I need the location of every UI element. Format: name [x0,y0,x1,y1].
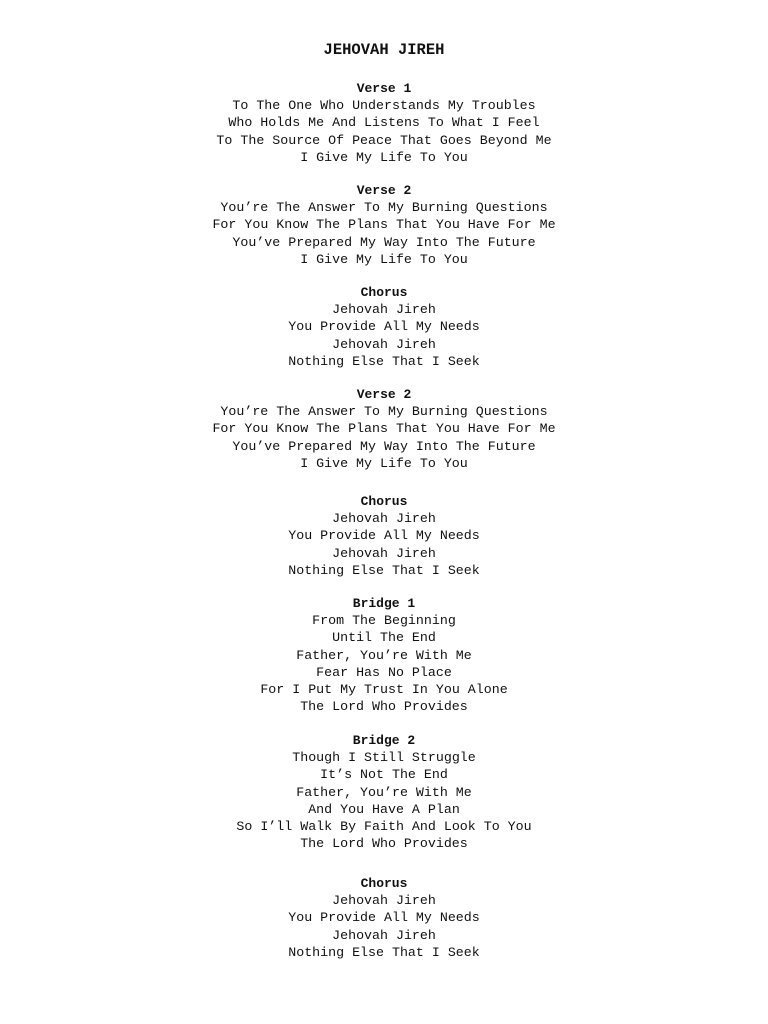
section-chorus-3 [0,875,768,961]
lyric-line: I Give My Life To You [300,251,468,267]
lyric-line: The Lord Who Provides [300,836,468,852]
lyric-line: For I Put My Trust In You Alone [260,682,508,698]
lyric-line: You’ve Prepared My Way Into The Future [232,438,536,454]
section-chorus-2 [0,493,768,579]
section-bridge-1 [0,595,768,716]
lyric-line: Nothing Else That I Seek [288,944,480,960]
lyric-line: Until The End [332,630,436,646]
section-heading: Chorus [360,876,408,891]
section-heading: Bridge 2 [352,733,416,748]
lyric-line: I Give My Life To You [300,455,468,471]
lyric-line: It’s Not The End [320,767,448,783]
lyric-line: You Provide All My Needs [288,910,480,926]
lyric-line: Who Holds Me And Listens To What I Feel [228,115,540,131]
section-heading: Verse 2 [356,387,412,402]
section-heading: Verse 1 [356,81,412,96]
section-chorus-1 [0,284,768,370]
lyric-line: I Give My Life To You [300,149,468,165]
lyric-line: You’re The Answer To My Burning Questions [220,404,548,419]
lyric-line: You’ve Prepared My Way Into The Future [232,234,536,250]
section-verse-2 [0,182,768,268]
lyric-line: And You Have A Plan [308,801,460,817]
lyric-line: Fear Has No Place [316,664,452,680]
lyric-line: From The Beginning [312,613,456,628]
section-heading: Chorus [360,494,408,509]
section-bridge-2 [0,732,768,853]
lyric-line: Father, You’re With Me [296,647,472,663]
section-verse-1 [0,80,768,166]
lyric-line: Nothing Else That I Seek [288,562,480,578]
section-heading: Verse 2 [356,183,412,198]
lyric-line: Jehovah Jireh [332,545,436,561]
lyric-line: Jehovah Jireh [332,336,436,352]
lyric-line: For You Know The Plans That You Have For Me [212,421,556,437]
lyric-line: Jehovah Jireh [332,927,436,943]
lyric-line: To The Source Of Peace That Goes Beyond Me [216,132,552,148]
section-heading: Bridge 1 [352,596,416,611]
lyric-line: So I’ll Walk By Faith And Look To You [236,819,532,835]
song-title: JEHOVAH JIREH [323,41,445,59]
lyric-line: Though I Still Struggle [292,750,476,765]
lyric-line: The Lord Who Provides [300,699,468,715]
lyric-line: For You Know The Plans That You Have For Me [212,217,556,233]
lyric-line: Father, You’re With Me [296,784,472,800]
lyric-line: You Provide All My Needs [288,319,480,335]
lyric-line: To The One Who Understands My Troubles [232,98,536,113]
lyric-line: Nothing Else That I Seek [288,353,480,369]
lyric-line: You Provide All My Needs [288,528,480,544]
lyric-line: Jehovah Jireh [332,302,436,317]
section-heading: Chorus [360,285,408,300]
section-verse-2-repeat [0,386,768,472]
lyric-line: Jehovah Jireh [332,511,436,526]
lyric-line: Jehovah Jireh [332,893,436,908]
lyric-line: You’re The Answer To My Burning Questions [220,200,548,215]
